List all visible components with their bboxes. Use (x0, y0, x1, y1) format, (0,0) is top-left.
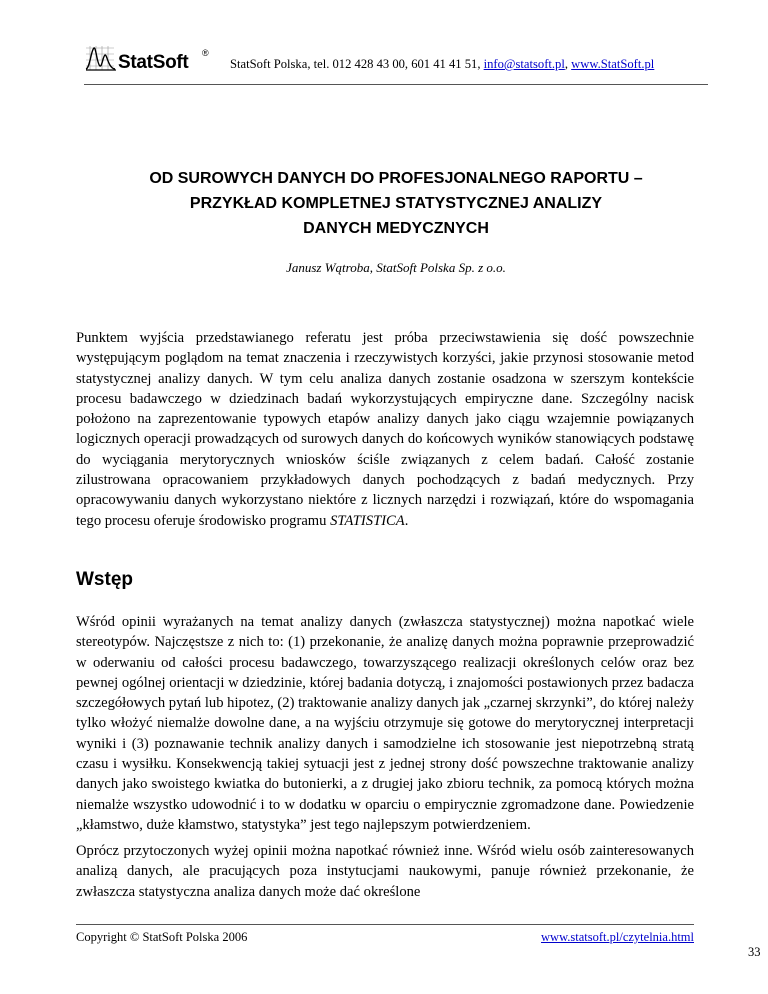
page-number: 33 (748, 945, 761, 959)
abstract-text: Punktem wyjścia przedstawianego referatu jest próba przeciwstawienia się dość powszechnie występującym poglądom na temat znaczenia i rzeczywistych korzyści, jakie przynosi stosowanie metod statystycznej analizy danych. W tym celu analiza danych zostanie osadzona w szerszym kontekście procesu badawczego w dziedzinach badań wykorzystujących empiryczne dane. Szczególny nacisk położono na zaprezentowanie typowych etapów analizy danych jako ciągu wzajemnie powiązanych logicznych operacji prowadzących od surowych danych do końcowych wyników stanowiących podstawę do wyciągania merytorycznych wniosków ściśle związanych z celem badań. Całość zostanie zilustrowana opracowaniem przykładowych danych pochodzących z badań medycznych. Przy opracowywaniu danych wykorzystano niektóre z licznych narzędzi i rozwiązań, które do wspomagania tego procesu oferuje środowisko programu (76, 330, 694, 529)
author-line: Janusz Wątroba, StatSoft Polska Sp. z o.o. (286, 260, 506, 275)
title-line-2: PRZYKŁAD KOMPLETNEJ STATYSTYCZNEJ ANALIZY (189, 195, 603, 212)
abstract-paragraph (76, 328, 694, 531)
page-footer (76, 924, 694, 943)
website-link[interactable]: www.StatSoft.pl (571, 57, 655, 71)
czytelnia-link[interactable]: www.statsoft.pl/czytelnia.html (541, 930, 694, 944)
intro-paragraph-2: Oprócz przytoczonych wyżej opinii można napotkać również inne. Wśród wielu osób zainteresowanych analizą danych, ale pracujących poza instytucjami naukowymi, panuje również przekonanie, że zwłaszcza statystyczna analiza danych może dać określone (76, 843, 694, 900)
statsoft-logo (84, 44, 216, 76)
abstract-end: . (404, 512, 409, 529)
intro-paragraph-1: Wśród opinii wyrażanych na temat analizy danych (zwłaszcza statystycznej) można napotkać wiele stereotypów. Najczęstsze z nich to: (1) przekonanie, że analizę danych można poprawnie przeprowadzić w oderwaniu od całości procesu badawczego, towarzyszącego realizacji określonych celów oraz bez pewnej ogólnej orientacji w dziedzinie, której badania dotyczą, i znajomości postawionych przez badacza szczegółowych pytań lub hipotez, (2) traktowanie analizy danych jak „czarnej skrzynki”, do której należy tylko włożyć niemalże dowolne dane, a na wyjściu otrzymuje się gotowe do merytorycznej interpretacji wyniki i (3) poznawanie technik analizy danych i samodzielne ich stosowanie jest niepotrzebną stratą czasu i wysiłku. Konsekwencją takiej sytuacji jest z jednej strony dość powszechne traktowanie analizy danych jako swoistego kwiatka do butonierki, a z drugiej jako zbioru technik, za pomocą których można niemalże wszystko udowodnić i to w dodatku w oparciu o empirycznie zgromadzone dane. Powiedzenie „kłamstwo, duże kłamstwo, statystyka” jest tego najlepszym potwierdzeniem. (76, 614, 694, 833)
title-line-3: DANYCH MEDYCZNYCH (303, 220, 489, 237)
copyright-text: Copyright © StatSoft Polska 2006 (76, 930, 248, 944)
email-link[interactable]: info@statsoft.pl (483, 57, 565, 71)
paper-title (84, 166, 708, 241)
page-header (84, 40, 708, 85)
registered-mark: ® (202, 48, 209, 58)
statsoft-logo-mark-icon (84, 44, 118, 76)
title-line-1: OD SUROWYCH DANYCH DO PROFESJONALNEGO RAPORTU – (149, 170, 643, 187)
contact-info (230, 57, 654, 72)
program-name: STATISTICA (330, 512, 405, 529)
section-heading: Wstęp (76, 569, 133, 590)
contact-separator: , (564, 57, 572, 71)
logo-text: StatSoft (118, 52, 189, 73)
contact-text: StatSoft Polska, tel. 012 428 43 00, 601 41 41 51, (230, 57, 484, 71)
